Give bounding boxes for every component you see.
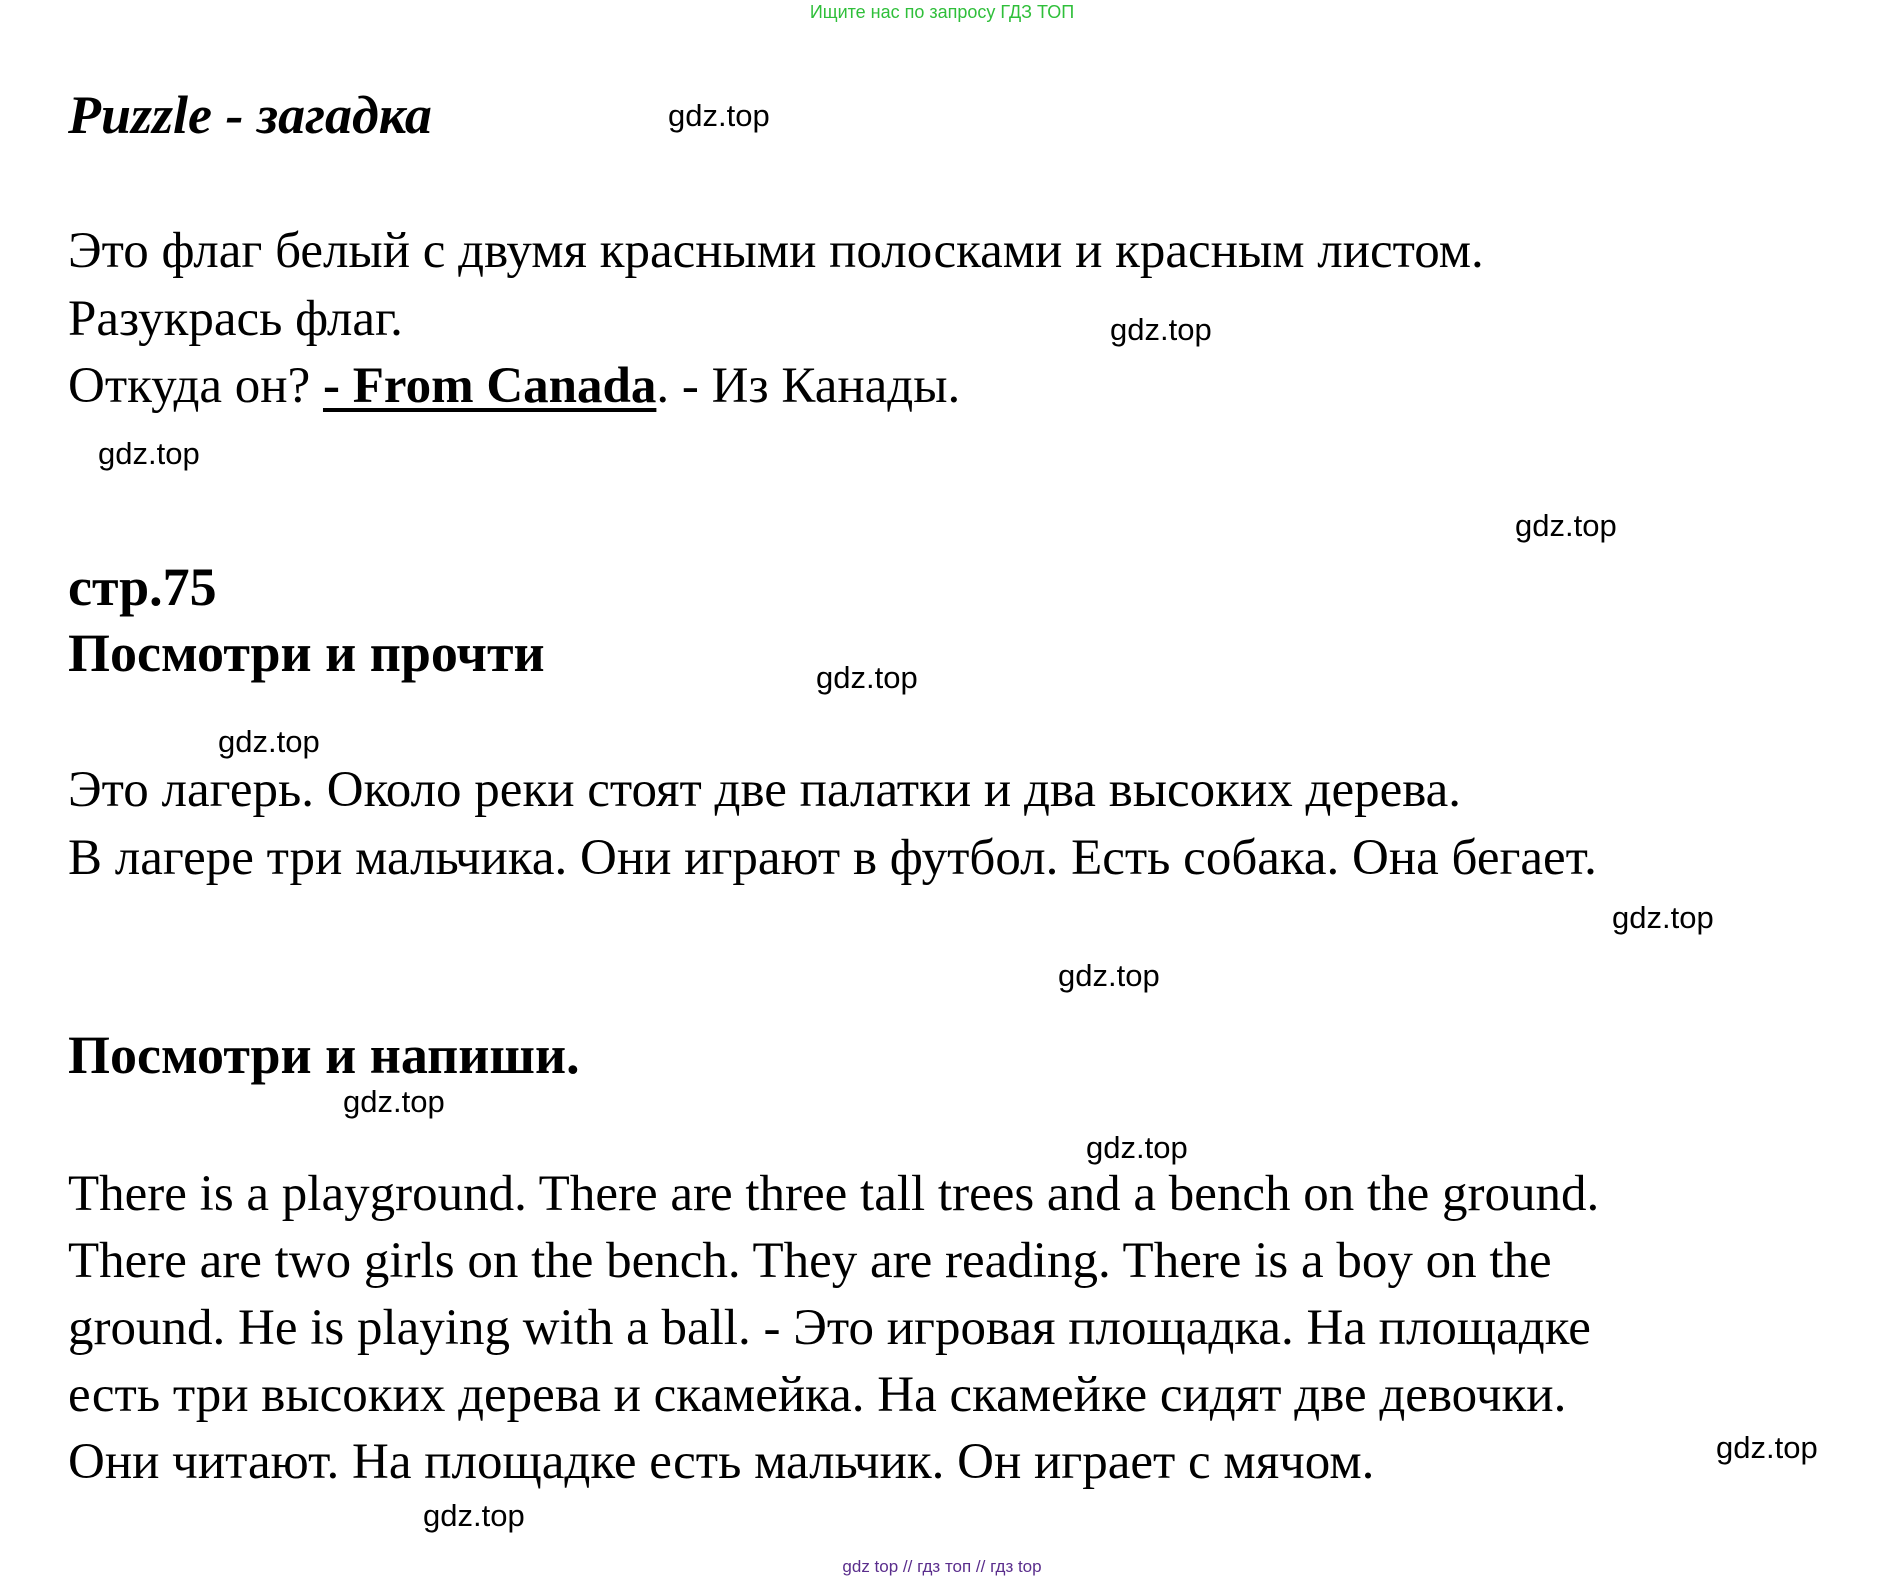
look-write-line-4: есть три высоких дерева и скамейка. На скамейке сидят две девочки. bbox=[68, 1367, 1567, 1423]
watermark: gdz.top bbox=[1612, 900, 1714, 935]
watermark: gdz.top bbox=[1086, 1130, 1188, 1165]
question-text: Откуда он? bbox=[68, 358, 323, 414]
watermark: gdz.top bbox=[1110, 312, 1212, 347]
watermark: gdz.top bbox=[1716, 1430, 1818, 1465]
look-write-heading: Посмотри и напиши. bbox=[68, 1025, 580, 1085]
answer-text: - From Canada bbox=[322, 358, 657, 414]
look-write-line-5: Они читают. На площадке есть мальчик. Он играет с мячом. bbox=[68, 1434, 1375, 1490]
watermark: gdz.top bbox=[1515, 508, 1617, 543]
look-write-line-2: There are two girls on the bench. They are reading. There is a boy on the bbox=[68, 1233, 1552, 1289]
look-read-heading: Посмотри и прочти bbox=[68, 623, 545, 683]
watermark: gdz.top bbox=[816, 660, 918, 695]
look-write-line-1: There is a playground. There are three tall trees and a bench on the ground. bbox=[68, 1166, 1600, 1222]
look-read-line-2: В лагере три мальчика. Они играют в футбол. Есть собака. Она бегает. bbox=[68, 830, 1597, 886]
puzzle-line-3 bbox=[68, 353, 960, 419]
puzzle-line-2: Разукрась флаг. bbox=[68, 291, 403, 347]
watermark: gdz.top bbox=[423, 1498, 525, 1533]
translation-text: . - Из Канады. bbox=[656, 358, 961, 414]
watermark: gdz.top bbox=[218, 724, 320, 759]
watermark: gdz.top bbox=[1058, 958, 1160, 993]
footer-note: gdz top // гдз топ // гдз top bbox=[842, 1557, 1042, 1576]
puzzle-title: Puzzle - загадка bbox=[68, 85, 432, 145]
look-read-line-1: Это лагерь. Около реки стоят две палатки и два высоких дерева. bbox=[68, 762, 1462, 818]
page-reference: стр.75 bbox=[68, 557, 217, 617]
puzzle-line-1: Это флаг белый с двумя красными полосками и красным листом. bbox=[68, 223, 1484, 279]
watermark: gdz.top bbox=[343, 1084, 445, 1119]
header-note: Ищите нас по запросу ГДЗ ТОП bbox=[809, 2, 1075, 22]
watermark: gdz.top bbox=[98, 436, 200, 471]
look-write-line-3: ground. He is playing with a ball. - Это игровая площадка. На площадке bbox=[68, 1300, 1591, 1356]
watermark: gdz.top bbox=[668, 98, 770, 133]
